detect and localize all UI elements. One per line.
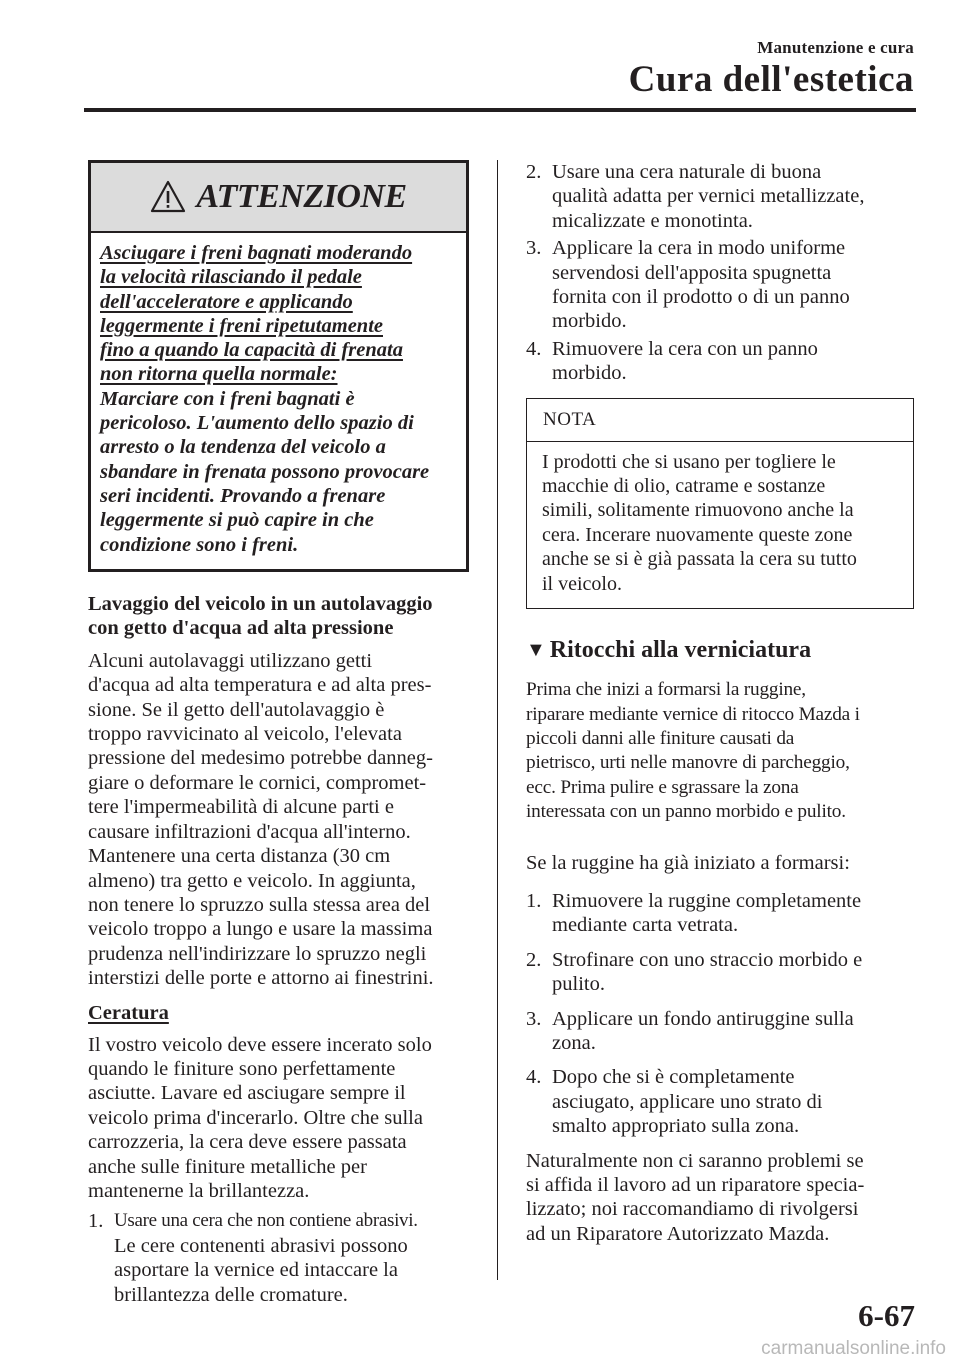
warning-underlined-line: la velocità rilasciando il pedale (100, 266, 362, 289)
note-text: I prodotti che si usano per togliere le macchie di olio, catrame e sostanze simili, solitamente rimuovono anche la cera. Incerare nuovamente queste zone anche se si è già passata la cera su tutto il veicolo. (542, 450, 857, 595)
note-box (526, 398, 914, 609)
warning-box (88, 160, 469, 572)
list-item: 1. Usare una cera che non contiene abrasivi. Le cere contenenti abrasivi possono asportare la vernice ed intaccare la brillantezza delle cromature. (88, 1210, 418, 1306)
warning-header (91, 163, 466, 233)
warning-line: arresto o la tendenza del veicolo a (100, 436, 386, 459)
list-item: 3. Applicare un fondo antiruggine sulla zona. (526, 1007, 854, 1054)
warning-line: seri incidenti. Provando a frenare (100, 484, 386, 507)
paragraph-car-wash: Alcuni autolavaggi utilizzano getti d'acqua ad alta temperatura e ad alta pres- sione. Se il getto dell'autolavaggio è troppo ravvicinato al veicolo, l'elevata pressione del medesimo potrebbe danneg- giare o deformare le cornici, compromet- tere l'impermeabilità di alcune parti e causare infiltrazioni d'acqua all'interno. Mantenere una certa distanza (30 cm almeno) tra getto e veicolo. In aggiunta, non tenere lo spruzzo sulla stessa area del veicolo troppo a lungo e usare la massima prudenza nell'indirizzare lo spruzzo negli interstizi delle porte e attorno ai finestrini. (88, 649, 434, 990)
column-divider (497, 160, 498, 1280)
warning-line: sbandare in frenata possono provocare (100, 460, 430, 483)
paragraph-waxing: Il vostro veicolo deve essere incerato solo quando le finiture sono perfettamente asciutte. Lavare ed asciugare sempre il veicolo prima d'incerarlo. Oltre che sulla carrozzeria, la cera deve essere passata anche sulle finiture metalliche per mantenerne la brillantezza. (88, 1033, 432, 1202)
warning-underlined-line: Asciugare i freni bagnati moderando (100, 242, 413, 264)
left-column (88, 160, 468, 1307)
subheading-ceratura: Ceratura (88, 1001, 169, 1024)
down-triangle-icon: ▼ (526, 639, 546, 662)
paragraph-closing: Naturalmente non ci saranno problemi se si affida il lavoro ad un riparatore specia- lizzato; noi raccomandiamo di rivolgersi ad un Riparatore Autorizzato Mazda. (526, 1149, 865, 1245)
list-item: 4. Rimuovere la cera con un panno morbido. (526, 337, 818, 385)
warning-text (91, 233, 466, 569)
watermark: carmanualsonline.info (761, 1338, 946, 1359)
warning-underlined-line: fino a quando la capacità di frenata (100, 339, 403, 362)
rust-steps (526, 889, 914, 1139)
list-item: 4. Dopo che si è completamente asciugato, applicare uno strato di smalto appropriato sulla zona. (526, 1066, 823, 1138)
section-title-touch-up (526, 637, 914, 664)
warning-title: ATTENZIONE (196, 178, 407, 215)
list-item: 2. Usare una cera naturale di buona qualità adatta per vernici metallizzate, micalizzate e monotinta. (526, 161, 865, 232)
list-item: 1. Rimuovere la ruggine completamente mediante carta vetrata. (526, 889, 862, 937)
waxing-steps-right (526, 160, 914, 386)
right-column (526, 160, 914, 1246)
warning-underlined-line: non ritorna quella normale: (100, 363, 338, 386)
list-item: 3. Applicare la cera in modo uniforme servendosi dell'apposita spugnetta fornita con il prodotto o di un panno morbido. (526, 237, 850, 333)
warning-line: pericoloso. L'aumento dello spazio di (100, 412, 414, 435)
paragraph-touch-up: Prima che inizi a formarsi la ruggine, riparare mediante vernice di ritocco Mazda i piccoli danni alle finiture causati da pietrisco, urti nelle manovre di parcheggio, ecc. Prima pulire e sgrassare la zona interessata con un panno morbido e pulito. (526, 679, 860, 823)
rust-intro: Se la ruggine ha già iniziato a formarsi: (526, 851, 850, 874)
warning-underlined-line: leggermente i freni ripetutamente (100, 314, 383, 337)
header-section: Manutenzione e cura (757, 38, 914, 57)
warning-triangle-icon (150, 180, 186, 214)
warning-underlined-line: dell'acceleratore e applicando (100, 290, 353, 313)
note-title: NOTA (527, 399, 913, 442)
page-number: 6-67 (858, 1298, 915, 1333)
warning-line: Marciare con i freni bagnati è (100, 387, 355, 410)
header-rule (84, 108, 916, 112)
page-title: Cura dell'estetica (628, 59, 914, 100)
list-item: 2. Strofinare con uno straccio morbido e pulito. (526, 948, 863, 996)
warning-line: condizione sono i freni. (100, 533, 299, 556)
warning-line: leggermente si può capire in che (100, 509, 374, 532)
waxing-steps-left (88, 1209, 468, 1307)
section-title-text: Ritocchi alla verniciatura (549, 637, 812, 664)
section-title-car-wash: Lavaggio del veicolo in un autolavaggio con getto d'acqua ad alta pressione (88, 592, 433, 640)
